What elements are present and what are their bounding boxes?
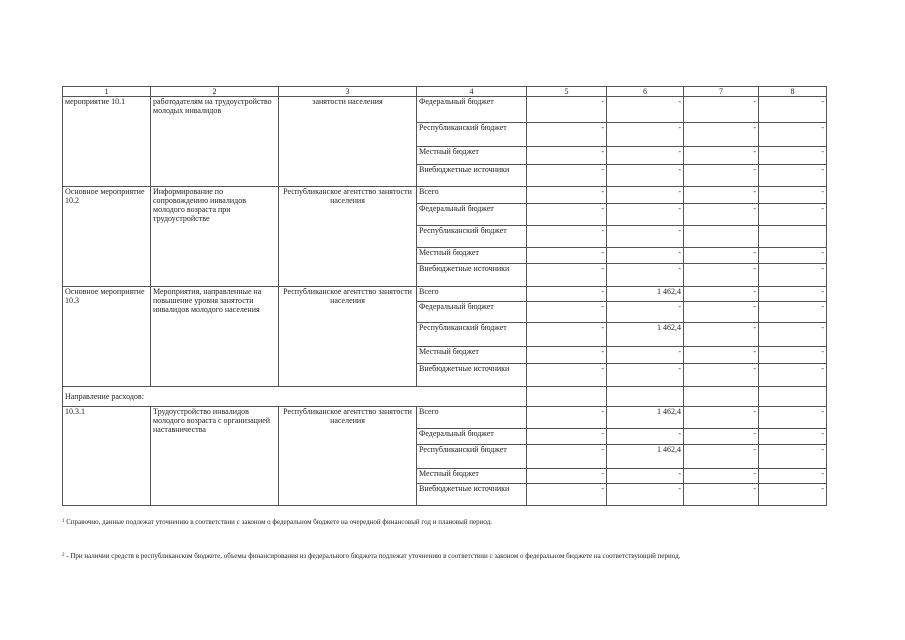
value-cell: - <box>759 347 827 364</box>
source-label: Федеральный бюджет <box>417 302 527 323</box>
value-cell <box>759 387 827 407</box>
table-row <box>63 387 827 407</box>
amount-cell: 1 462,4 <box>607 445 684 469</box>
event-name: Трудоустройство инвалидов молодого возраста с организацией наставничества <box>151 407 279 506</box>
value-cell: - <box>759 248 827 264</box>
amount-cell: 1 462,4 <box>607 287 684 302</box>
value-cell: - <box>527 248 607 264</box>
value-cell: - <box>527 429 607 445</box>
value-cell: - <box>759 469 827 484</box>
executor: Республиканское агентство занятости населения <box>279 407 417 506</box>
value-cell: - <box>527 407 607 429</box>
footnote-2 <box>62 552 680 560</box>
value-cell: - <box>684 264 759 287</box>
source-label: Федеральный бюджет <box>417 204 527 226</box>
source-label: Всего <box>417 407 527 429</box>
source-label: Республиканский бюджет <box>417 445 527 469</box>
value-cell: - <box>607 364 684 387</box>
source-label: Всего <box>417 287 527 302</box>
source-label: Местный бюджет <box>417 147 527 165</box>
value-cell: - <box>684 407 759 429</box>
source-label: Федеральный бюджет <box>417 429 527 445</box>
col-header-5: 5 <box>527 87 607 97</box>
source-label: Внебюджетные источники <box>417 264 527 287</box>
amount-cell: 1 462,4 <box>607 407 684 429</box>
table-row <box>63 287 827 302</box>
value-cell: - <box>684 287 759 302</box>
value-cell: - <box>527 147 607 165</box>
value-cell: - <box>759 165 827 187</box>
executor: Республиканское агентство занятости населения <box>279 287 417 387</box>
value-cell: - <box>759 264 827 287</box>
col-header-6: 6 <box>607 87 684 97</box>
value-cell: - <box>527 226 607 248</box>
value-cell: - <box>684 364 759 387</box>
col-header-2: 2 <box>151 87 279 97</box>
col-header-1: 1 <box>63 87 151 97</box>
value-cell: - <box>607 147 684 165</box>
value-cell: - <box>527 204 607 226</box>
value-cell: - <box>684 429 759 445</box>
value-cell: - <box>527 469 607 484</box>
value-cell: - <box>759 123 827 147</box>
col-header-7: 7 <box>684 87 759 97</box>
value-cell: - <box>684 204 759 226</box>
value-cell: - <box>759 287 827 302</box>
value-cell: - <box>684 147 759 165</box>
event-code: мероприятие 10.1 <box>63 97 151 187</box>
footnote-1 <box>62 518 492 526</box>
value-cell: - <box>527 445 607 469</box>
source-label: Республиканский бюджет <box>417 323 527 347</box>
source-label: Республиканский бюджет <box>417 123 527 147</box>
event-name: Мероприятия, направленные на повышение уровня занятости инвалидов молодого населения <box>151 287 279 387</box>
col-header-3: 3 <box>279 87 417 97</box>
value-cell: - <box>759 364 827 387</box>
value-cell: - <box>684 165 759 187</box>
value-cell: - <box>684 97 759 123</box>
value-cell: - <box>527 347 607 364</box>
value-cell: - <box>684 484 759 506</box>
direction-label: Направление расходов: <box>63 387 527 407</box>
col-header-4: 4 <box>417 87 527 97</box>
executor: Республиканское агентство занятости населения <box>279 187 417 287</box>
value-cell: - <box>759 407 827 429</box>
financing-table <box>62 86 827 506</box>
value-cell <box>684 387 759 407</box>
value-cell: - <box>527 287 607 302</box>
value-cell: - <box>527 484 607 506</box>
value-cell: - <box>759 97 827 123</box>
event-code: 10.3.1 <box>63 407 151 506</box>
table-row <box>63 407 827 429</box>
footnote-1-mark: 1 <box>62 519 65 524</box>
source-label: Местный бюджет <box>417 469 527 484</box>
value-cell: - <box>607 187 684 204</box>
value-cell: - <box>607 469 684 484</box>
amount-cell: 1 462,4 <box>607 323 684 347</box>
footnote-2-mark: 2 <box>62 553 65 558</box>
value-cell: - <box>607 347 684 364</box>
value-cell: - <box>607 264 684 287</box>
value-cell: - <box>607 248 684 264</box>
value-cell: - <box>607 226 684 248</box>
source-label: Республиканский бюджет <box>417 226 527 248</box>
value-cell: - <box>607 484 684 506</box>
value-cell <box>759 226 827 248</box>
source-label: Местный бюджет <box>417 347 527 364</box>
value-cell: - <box>527 264 607 287</box>
event-code: Основное мероприятие 10.2 <box>63 187 151 287</box>
table-row <box>63 97 827 123</box>
header-row <box>63 87 827 97</box>
value-cell <box>527 387 607 407</box>
value-cell: - <box>527 187 607 204</box>
source-label: Внебюджетные источники <box>417 165 527 187</box>
value-cell: - <box>759 484 827 506</box>
value-cell: - <box>607 302 684 323</box>
value-cell: - <box>527 302 607 323</box>
value-cell: - <box>527 165 607 187</box>
value-cell: - <box>527 323 607 347</box>
value-cell: - <box>759 445 827 469</box>
event-name: Информирование по сопровождению инвалидов молодого возраста при трудоустройстве <box>151 187 279 287</box>
value-cell: - <box>527 364 607 387</box>
value-cell: - <box>607 123 684 147</box>
value-cell <box>684 226 759 248</box>
value-cell: - <box>759 204 827 226</box>
value-cell: - <box>759 429 827 445</box>
footnote-1-text: Справочно, данные подлежат уточнению в соответствии с законом о федеральном бюджете на очередной финансовый год и плановый период. <box>66 518 493 526</box>
value-cell: - <box>759 147 827 165</box>
value-cell: - <box>607 165 684 187</box>
value-cell: - <box>607 204 684 226</box>
source-label: Местный бюджет <box>417 248 527 264</box>
value-cell: - <box>684 123 759 147</box>
source-label: Федеральный бюджет <box>417 97 527 123</box>
value-cell: - <box>684 248 759 264</box>
source-label: Всего <box>417 187 527 204</box>
value-cell: - <box>684 445 759 469</box>
footnote-2-text: - При наличии средств в республиканском бюджете, объемы финансирования из федерального бюджета подлежат уточнению в соответствии с законом о федеральном бюджете на соответствующий период. <box>66 552 681 560</box>
value-cell: - <box>684 469 759 484</box>
value-cell: - <box>684 323 759 347</box>
value-cell: - <box>684 187 759 204</box>
value-cell <box>607 387 684 407</box>
executor: занятости населения <box>279 97 417 187</box>
col-header-8: 8 <box>759 87 827 97</box>
value-cell: - <box>607 429 684 445</box>
value-cell: - <box>684 347 759 364</box>
value-cell: - <box>527 123 607 147</box>
value-cell: - <box>527 97 607 123</box>
value-cell: - <box>684 302 759 323</box>
value-cell: - <box>759 323 827 347</box>
event-code: Основное мероприятие 10.3 <box>63 287 151 387</box>
source-label: Внебюджетные источники <box>417 484 527 506</box>
event-name: работодателям на трудоустройство молодых инвалидов <box>151 97 279 187</box>
value-cell: - <box>607 97 684 123</box>
table-row <box>63 187 827 204</box>
value-cell: - <box>759 187 827 204</box>
value-cell: - <box>759 302 827 323</box>
source-label: Внебюджетные источники <box>417 364 527 387</box>
